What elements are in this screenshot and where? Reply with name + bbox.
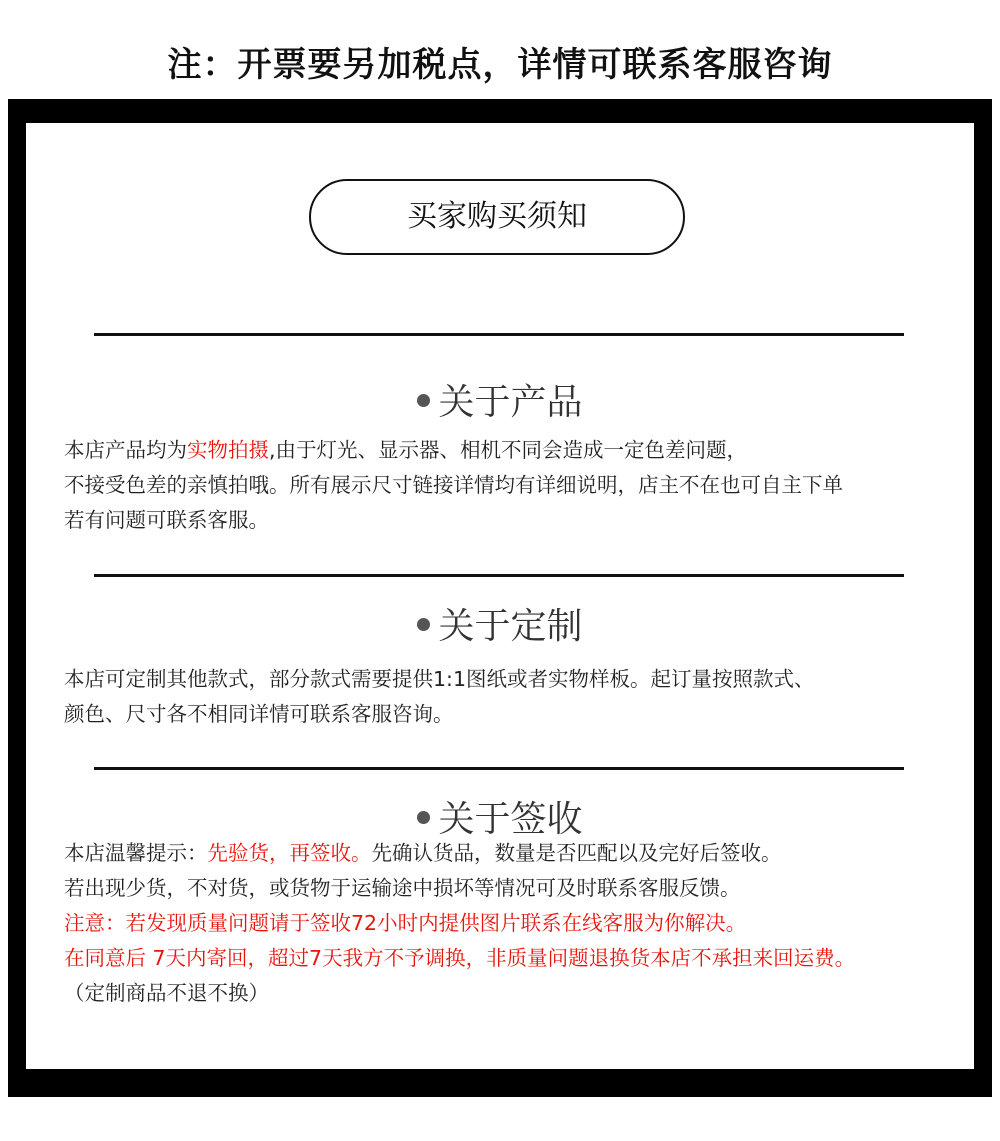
highlight-text: 先验货，再签收。 xyxy=(207,841,372,865)
section-title-text: 关于签收 xyxy=(438,799,583,840)
notice-panel xyxy=(26,123,974,1069)
divider xyxy=(94,574,904,577)
section-body-custom xyxy=(64,662,969,732)
text-line: 颜色、尺寸各不相同详情可联系客服咨询。 xyxy=(64,702,454,726)
bullet-dot-icon xyxy=(417,618,430,631)
text-line: 若出现少货，不对货，或货物于运输途中损坏等情况可及时联系客服反馈。 xyxy=(64,876,741,900)
section-body-product xyxy=(64,433,969,538)
divider xyxy=(94,333,904,336)
text-line xyxy=(64,836,969,871)
text-line: （定制商品不退不换） xyxy=(64,981,269,1005)
text-line: 若有问题可联系客服。 xyxy=(64,508,269,532)
invoice-note: 注：开票要另加税点，详情可联系客服咨询 xyxy=(167,45,833,85)
section-title-text: 关于定制 xyxy=(438,606,583,647)
text-segment: ,由于灯光、显示器、相机不同会造成一定色差问题， xyxy=(269,438,748,462)
notice-frame xyxy=(8,99,992,1097)
warning-line: 在同意后 7天内寄回，超过7天我方不予调换，非质量问题退换货本店不承担来回运费。 xyxy=(64,946,856,970)
divider xyxy=(94,767,904,770)
notice-title-pill: 买家购买须知 xyxy=(309,179,685,255)
warning-line: 注意：若发现质量问题请于签收72小时内提供图片联系在线客服为你解决。 xyxy=(64,911,747,935)
section-title-text: 关于产品 xyxy=(438,382,583,423)
text-segment: 本店产品均为 xyxy=(64,438,187,462)
text-line: 本店可定制其他款式，部分款式需要提供1:1图纸或者实物样板。起订量按照款式、 xyxy=(64,667,815,691)
bullet-dot-icon xyxy=(417,811,430,824)
section-body-receipt xyxy=(64,836,969,1011)
text-line xyxy=(64,433,969,468)
text-segment: 先确认货品，数量是否匹配以及完好后签收。 xyxy=(371,841,782,865)
section-title-product xyxy=(26,379,974,427)
text-line: 不接受色差的亲慎拍哦。所有展示尺寸链接详情均有详细说明，店主不在也可自主下单 xyxy=(64,473,843,497)
highlight-text: 实物拍摄 xyxy=(187,438,269,462)
text-segment: 本店温馨提示： xyxy=(64,841,208,865)
section-title-custom xyxy=(26,603,974,651)
bullet-dot-icon xyxy=(417,394,430,407)
